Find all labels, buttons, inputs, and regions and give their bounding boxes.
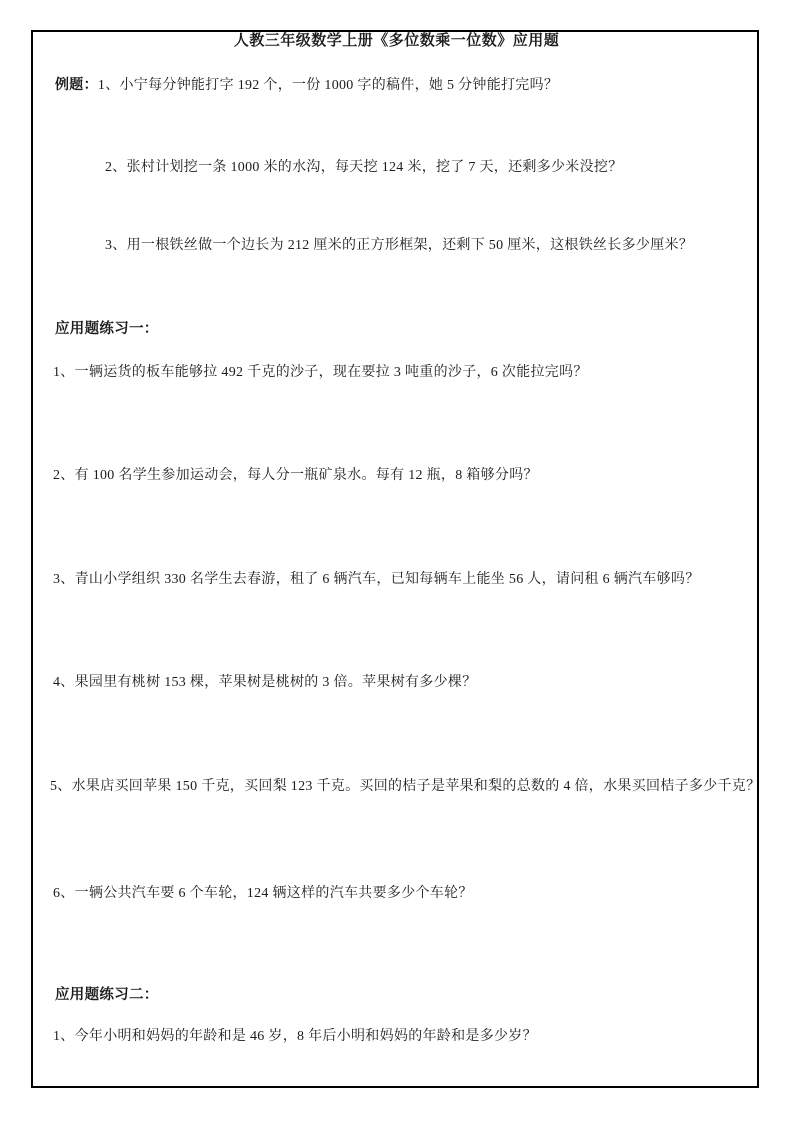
exercise1-item-1: 1、一辆运货的板车能够拉 492 千克的沙子，现在要拉 3 吨重的沙子，6 次能拉完吗？ [53,365,588,380]
exercise1-item-5: 5、水果店买回苹果 150 千克，买回梨 123 千克。买回的桔子是苹果和梨的总数的 4 倍，水果买回桔子多少千克？ [50,779,761,794]
exercise2-heading: 应用题练习二： [55,987,159,1003]
exercise1-item-2: 2、有 100 名学生参加运动会，每人分一瓶矿泉水。每有 12 瓶，8 箱够分吗？ [53,468,538,483]
example-item-3: 3、用一根铁丝做一个边长为 212 厘米的正方形框架，还剩下 50 厘米，这根铁丝长多少厘米？ [105,238,694,253]
exercise1-heading: 应用题练习一： [55,321,159,337]
example-label: 例题： [55,78,98,93]
page-border-frame [31,30,759,1088]
exercise2-item-1: 1、今年小明和妈妈的年龄和是 46 岁，8 年后小明和妈妈的年龄和是多少岁？ [53,1029,537,1044]
exercise1-item-6: 6、一辆公共汽车要 6 个车轮，124 辆这样的汽车共要多少个车轮？ [53,886,473,901]
example-row [55,76,558,96]
worksheet-title: 人教三年级数学上册《多位数乘一位数》应用题 [233,33,560,49]
example-item-1: 1、小宁每分钟能打字 192 个，一份 1000 字的稿件，她 5 分钟能打完吗？ [97,78,559,93]
exercise1-item-4: 4、果园里有桃树 153 棵，苹果树是桃树的 3 倍。苹果树有多少棵？ [53,675,477,690]
exercise1-item-3: 3、青山小学组织 330 名学生去春游，租了 6 辆汽车，已知每辆车上能坐 56 人，请问租 6 辆汽车够吗？ [53,572,700,587]
example-item-2: 2、张村计划挖一条 1000 米的水沟，每天挖 124 米，挖了 7 天，还剩多少米没挖？ [105,160,623,175]
